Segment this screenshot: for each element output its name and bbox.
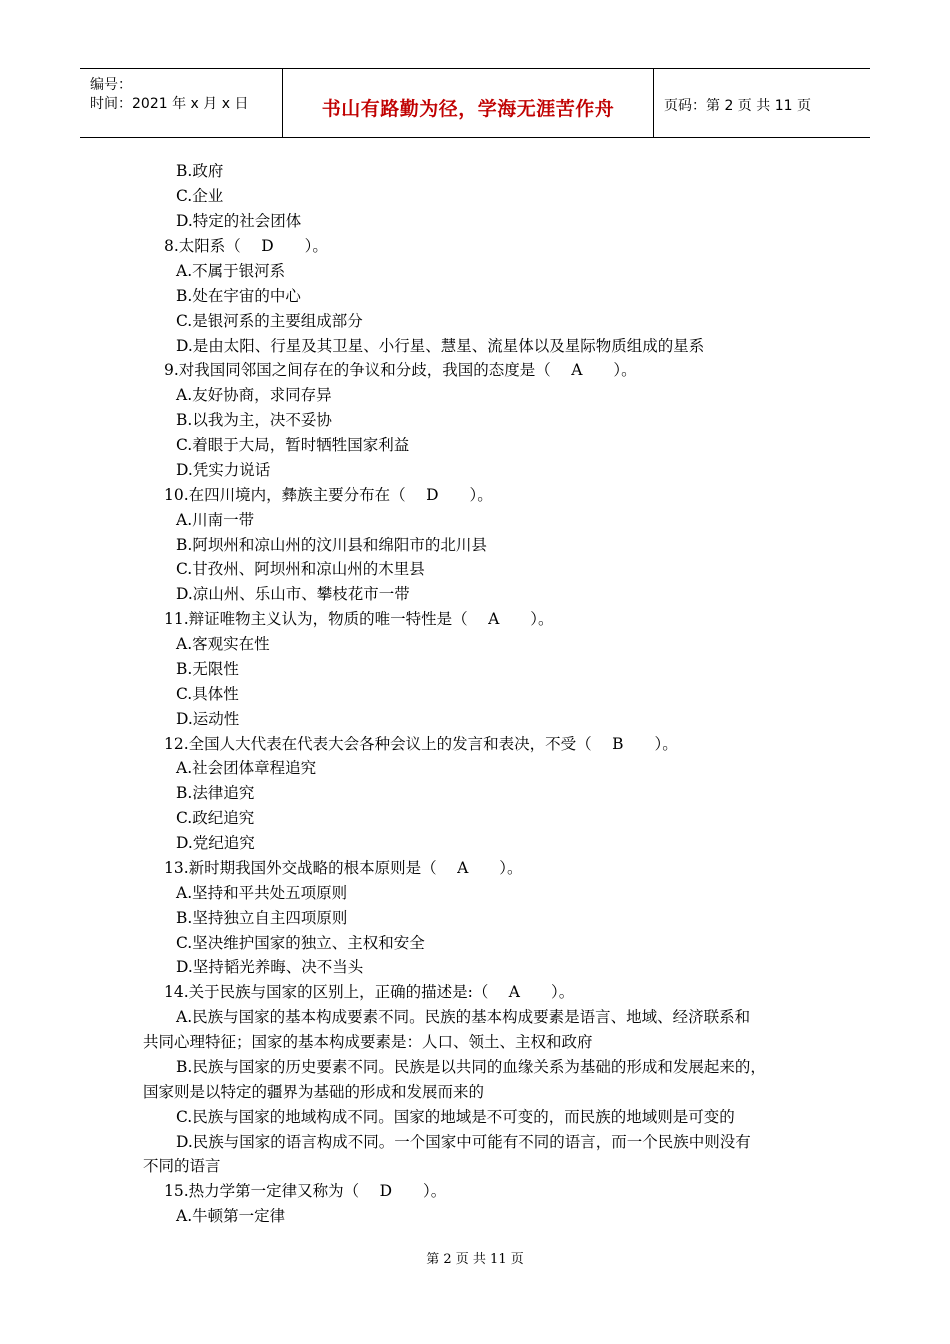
option-line: B.坚持独立自主四项原则 (176, 909, 348, 927)
option-line: B.处在宇宙的中心 (176, 287, 301, 305)
paragraph-line: C.民族与国家的地域构成不同。国家的地域是不可变的，而民族的地域则是可变的 (176, 1108, 735, 1126)
option-line: D.特定的社会团体 (176, 212, 302, 230)
paragraph-line: D.民族与国家的语言构成不同。一个国家中可能有不同的语言，而一个民族中则没有 (176, 1133, 751, 1151)
option-line: C.着眼于大局，暂时牺牲国家利益 (176, 436, 410, 454)
option-line: C.具体性 (176, 685, 239, 703)
option-line: A.坚持和平共处五项原则 (176, 884, 348, 902)
question-line: 12.全国人大代表在代表大会各种会议上的发言和表决，不受（ B ）。 (164, 735, 678, 753)
page-header (80, 68, 870, 138)
option-line: A.不属于银河系 (176, 262, 286, 280)
option-line: D.凭实力说话 (176, 461, 271, 479)
paragraph-line: 国家则是以特定的疆界为基础的形成和发展而来的 (143, 1083, 485, 1101)
option-line: C.是银河系的主要组成部分 (176, 312, 363, 330)
option-line: C.坚决维护国家的独立、主权和安全 (176, 934, 425, 952)
option-line: B.以我为主，决不妥协 (176, 411, 332, 429)
header-motto-cell (283, 69, 654, 137)
question-line: 10.在四川境内，彝族主要分布在（ D ）。 (164, 486, 493, 504)
option-line: D.党纪追究 (176, 834, 255, 852)
option-line: B.无限性 (176, 660, 239, 678)
paragraph-line: 不同的语言 (143, 1157, 221, 1175)
doc-date-label: 时间：2021 年 x 月 x 日 (90, 96, 249, 112)
option-line: A.社会团体章程追究 (176, 759, 317, 777)
question-line: 14.关于民族与国家的区别上，正确的描述是:（ A ）。 (164, 983, 575, 1001)
option-line: D.是由太阳、行星及其卫星、小行星、慧星、流星体以及星际物质组成的星系 (176, 337, 705, 355)
header-page-cell (654, 69, 870, 137)
question-line: 15.热力学第一定律又称为（ D ）。 (164, 1182, 447, 1200)
option-line: B.阿坝州和凉山州的汶川县和绵阳市的北川县 (176, 536, 487, 554)
paragraph-line: 共同心理特征；国家的基本构成要素是：人口、领土、主权和政府 (143, 1033, 593, 1051)
option-line: A.川南一带 (176, 511, 255, 529)
option-line: D.坚持韬光养晦、决不当头 (176, 958, 364, 976)
option-line: A.友好协商，求同存异 (176, 386, 332, 404)
option-line: C.企业 (176, 187, 224, 205)
paragraph-line: A.民族与国家的基本构成要素不同。民族的基本构成要素是语言、地域、经济联系和 (176, 1008, 751, 1026)
option-line: C.政纪追究 (176, 809, 255, 827)
option-line: A.客观实在性 (176, 635, 270, 653)
doc-number-label: 编号： (90, 77, 132, 93)
question-line: 13.新时期我国外交战略的根本原则是（ A ）。 (164, 859, 523, 877)
option-line: D.凉山州、乐山市、攀枝花市一带 (176, 585, 410, 603)
header-motto: 书山有路勤为径，学海无涯苦作舟 (321, 98, 615, 120)
option-line: B.政府 (176, 162, 224, 180)
option-line: C.甘孜州、阿坝州和凉山州的木里县 (176, 560, 425, 578)
page-footer: 第 2 页 共 11 页 (426, 1252, 524, 1267)
question-line: 8.太阳系（ D ）。 (164, 237, 328, 255)
question-line: 11.辩证唯物主义认为，物质的唯一特性是（ A ）。 (164, 610, 554, 628)
option-line: A.牛顿第一定律 (176, 1207, 286, 1225)
header-page-info: 页码：第 2 页 共 11 页 (664, 98, 811, 114)
option-line: B.法律追究 (176, 784, 255, 802)
paragraph-line: B.民族与国家的历史要素不同。民族是以共同的血缘关系为基础的形成和发展起来的， (176, 1058, 766, 1076)
option-line: D.运动性 (176, 710, 240, 728)
header-meta-cell (80, 69, 283, 137)
question-line: 9.对我国同邻国之间存在的争议和分歧，我国的态度是（ A ）。 (164, 361, 637, 379)
